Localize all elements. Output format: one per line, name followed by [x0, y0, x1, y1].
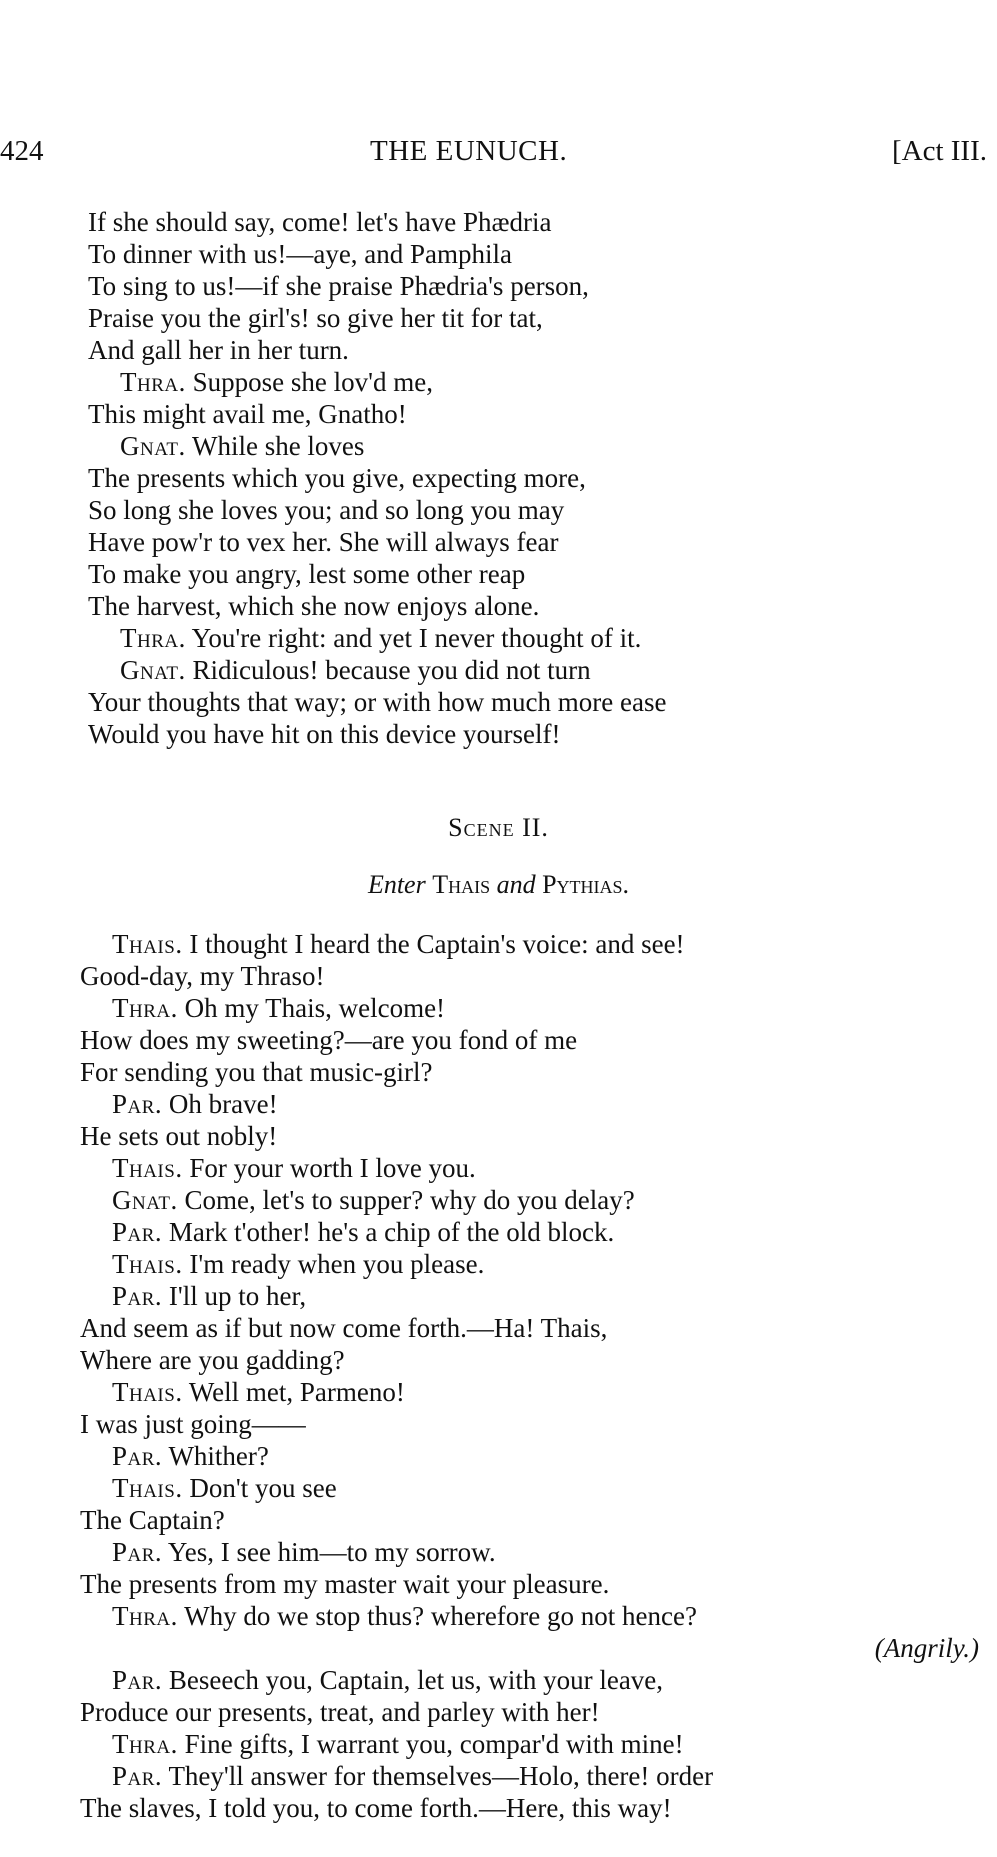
line-text: I thought I heard the Captain's voice: and see! [189, 929, 685, 959]
verse-passage-1 [0, 206, 997, 750]
running-title: THE EUNUCH. [370, 135, 568, 167]
verse-line [0, 1600, 997, 1632]
line-text: Why do we stop thus? wherefore go not hence? [184, 1601, 697, 1631]
verse-line [0, 1056, 997, 1088]
verse-line [0, 1024, 997, 1056]
speaker-label: Thais. [112, 1249, 183, 1279]
stage-direction [0, 870, 997, 900]
line-text: Ridiculous! because you did not turn [192, 655, 591, 685]
verse-line [0, 462, 997, 494]
line-text: The slaves, I told you, to come forth.—Here, this way! [80, 1793, 672, 1823]
line-text: He sets out nobly! [80, 1121, 278, 1151]
line-text: For your worth I love you. [189, 1153, 476, 1183]
scene-title: Scene II. [448, 813, 549, 842]
verse-line [0, 526, 997, 558]
speaker-label: Par. [112, 1441, 163, 1471]
speaker-label: Gnat. [120, 431, 186, 461]
line-text: This might avail me, Gnatho! [88, 399, 407, 429]
verse-line [0, 398, 997, 430]
verse-line [0, 1728, 997, 1760]
speaker-label: Par. [112, 1217, 163, 1247]
verse-line [0, 622, 997, 654]
speaker-label: Thra. [112, 1601, 178, 1631]
verse-line [0, 1408, 997, 1440]
line-text: Whither? [168, 1441, 269, 1471]
line-text: The presents which you give, expecting more, [88, 463, 586, 493]
verse-line [0, 1696, 997, 1728]
line-text: To sing to us!—if she praise Phædria's person, [88, 271, 589, 301]
speaker-label: Thra. [120, 623, 186, 653]
speaker-label: Thra. [112, 993, 178, 1023]
line-text: Yes, I see him—to my sorrow. [167, 1537, 496, 1567]
page-number: 424 [0, 135, 44, 167]
line-text: Would you have hit on this device yourself! [88, 719, 561, 749]
line-text: Have pow'r to vex her. She will always fear [88, 527, 559, 557]
line-text: Oh brave! [168, 1089, 278, 1119]
verse-line [0, 1568, 997, 1600]
verse-line [0, 206, 997, 238]
verse-line [0, 1536, 997, 1568]
line-text: The presents from my master wait your pleasure. [80, 1569, 610, 1599]
line-text: And gall her in her turn. [88, 335, 349, 365]
line-text: So long she loves you; and so long you may [88, 495, 565, 525]
line-text: How does my sweeting?—are you fond of me [80, 1025, 578, 1055]
verse-line [0, 1472, 997, 1504]
line-text: I'll up to her, [168, 1281, 307, 1311]
line-text: Produce our presents, treat, and parley with her! [80, 1697, 600, 1727]
line-text: Where are you gadding? [80, 1345, 345, 1375]
verse-line [0, 366, 997, 398]
line-text: Come, let's to supper? why do you delay? [184, 1185, 635, 1215]
line-text: Fine gifts, I warrant you, compar'd with mine! [184, 1729, 684, 1759]
line-text: Your thoughts that way; or with how much more ease [88, 687, 667, 717]
line-text: While she loves [191, 431, 365, 461]
speaker-label: Par. [112, 1537, 163, 1567]
speaker-label: Thais. [112, 1153, 183, 1183]
verse-line [0, 928, 997, 960]
verse-line [0, 686, 997, 718]
speaker-label: Thais. [112, 929, 183, 959]
verse-line [0, 430, 997, 462]
verse-line [0, 1248, 997, 1280]
line-text: Oh my Thais, welcome! [184, 993, 446, 1023]
speaker-label: Par. [112, 1761, 163, 1791]
act-label: [Act III. [891, 135, 987, 167]
line-text: Suppose she lov'd me, [192, 367, 433, 397]
line-text: The Captain? [80, 1505, 225, 1535]
speaker-label: Gnat. [120, 655, 186, 685]
verse-line [0, 1088, 997, 1120]
stage-and: and [496, 870, 536, 899]
verse-line [0, 992, 997, 1024]
line-text: For sending you that music-girl? [80, 1057, 433, 1087]
line-text: Praise you the girl's! so give her tit for tat, [88, 303, 543, 333]
line-text: To dinner with us!—aye, and Pamphila [88, 239, 513, 269]
verse-line [0, 1504, 997, 1536]
line-text: The harvest, which she now enjoys alone. [88, 591, 540, 621]
verse-line [0, 334, 997, 366]
line-text: You're right: and yet I never thought of it. [191, 623, 642, 653]
line-text: (Angrily.) [874, 1633, 979, 1663]
speaker-label: Par. [112, 1665, 163, 1695]
running-header [0, 135, 997, 175]
speaker-label: Thra. [120, 367, 186, 397]
speaker-label: Par. [112, 1281, 163, 1311]
verse-line [0, 1216, 997, 1248]
verse-line [0, 558, 997, 590]
verse-line [0, 1152, 997, 1184]
line-text: And seem as if but now come forth.—Ha! Thais, [80, 1313, 608, 1343]
speaker-label: Thra. [112, 1729, 178, 1759]
verse-line [0, 1632, 997, 1664]
verse-line [0, 718, 997, 750]
line-text: Don't you see [189, 1473, 337, 1503]
verse-line [0, 302, 997, 334]
verse-line [0, 1376, 997, 1408]
verse-line [0, 654, 997, 686]
verse-line [0, 960, 997, 992]
verse-line [0, 1760, 997, 1792]
verse-line [0, 1664, 997, 1696]
line-text: Beseech you, Captain, let us, with your leave, [168, 1665, 664, 1695]
line-text: Good-day, my Thraso! [80, 961, 325, 991]
stage-character-1: Thais [432, 870, 491, 899]
speaker-label: Thais. [112, 1377, 183, 1407]
line-text: I'm ready when you please. [189, 1249, 485, 1279]
line-text: Mark t'other! he's a chip of the old block. [168, 1217, 615, 1247]
verse-line [0, 1280, 997, 1312]
line-text: To make you angry, lest some other reap [88, 559, 526, 589]
verse-line [0, 1792, 997, 1824]
line-text: I was just going—— [80, 1409, 306, 1439]
line-text: They'll answer for themselves—Holo, there! order [168, 1761, 714, 1791]
line-text: Well met, Parmeno! [188, 1377, 405, 1407]
verse-line [0, 238, 997, 270]
stage-enter: Enter [367, 870, 426, 899]
verse-line [0, 1184, 997, 1216]
verse-line [0, 494, 997, 526]
stage-character-2: Pythias. [542, 870, 630, 899]
verse-line [0, 1344, 997, 1376]
verse-line [0, 1440, 997, 1472]
verse-line [0, 270, 997, 302]
verse-line [0, 590, 997, 622]
verse-line [0, 1120, 997, 1152]
verse-line [0, 1312, 997, 1344]
speaker-label: Gnat. [112, 1185, 178, 1215]
speaker-label: Par. [112, 1089, 163, 1119]
line-text: If she should say, come! let's have Phædria [88, 207, 552, 237]
speaker-label: Thais. [112, 1473, 183, 1503]
verse-passage-2 [0, 928, 997, 1824]
